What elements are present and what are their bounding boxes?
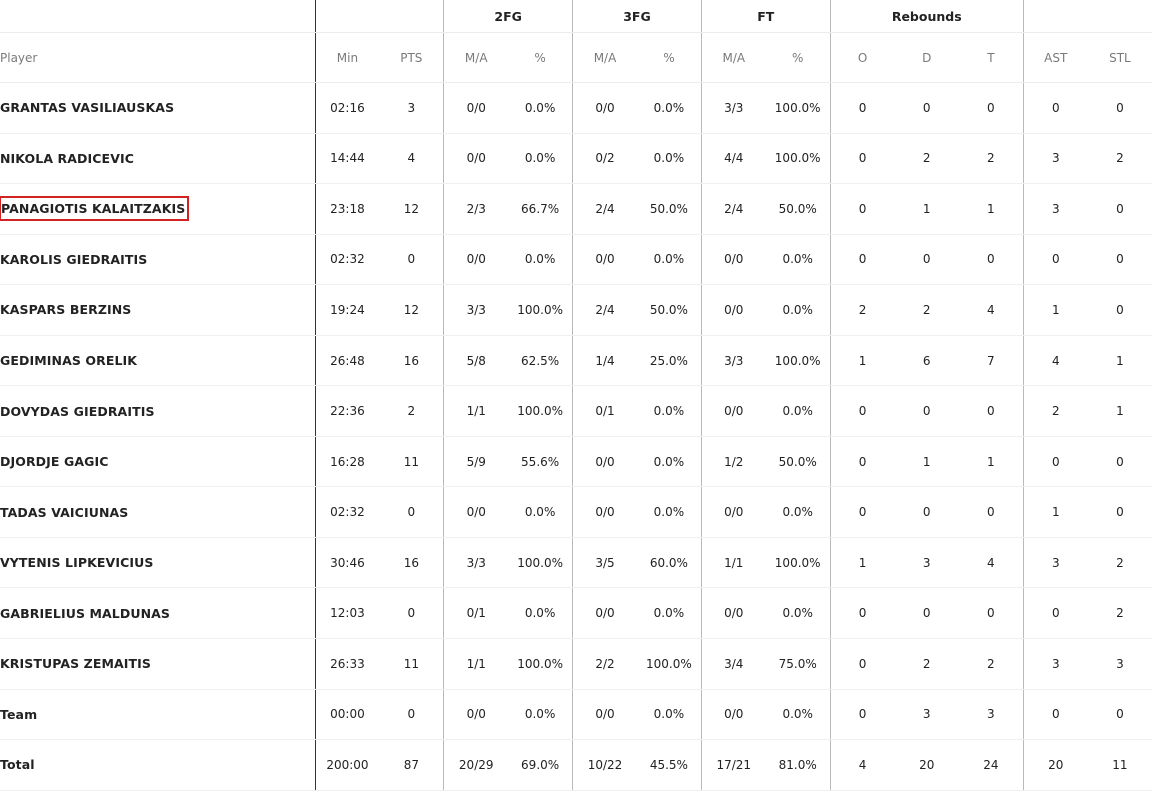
stat-2fg-pct: 0.0% [508,689,572,740]
player-name-cell [0,689,315,740]
stat-reb-d: 0 [895,83,959,134]
stat-3fg-ma: 2/2 [573,639,637,690]
stat-reb-d: 6 [895,335,959,386]
player-name[interactable]: NIKOLA RADICEVIC [0,150,134,166]
stat-reb-o: 0 [830,436,894,487]
stat-ft-ma: 17/21 [701,740,765,791]
stat-reb-d: 0 [895,487,959,538]
stat-reb-d: 0 [895,386,959,437]
player-name-cell [0,436,315,487]
stat-3fg-pct: 0.0% [637,133,701,184]
player-name-cell [0,83,315,134]
player-name-cell [0,537,315,588]
column-header-reb-o[interactable]: O [830,33,894,83]
table-row [0,436,1152,487]
stat-3fg-pct: 100.0% [637,639,701,690]
stat-ast: 0 [1023,689,1087,740]
stat-reb-t: 2 [959,133,1023,184]
stat-reb-o: 0 [830,487,894,538]
stat-ft-ma: 1/2 [701,436,765,487]
stat-pts: 87 [379,740,443,791]
stat-reb-t: 4 [959,285,1023,336]
stat-min: 22:36 [315,386,379,437]
stat-reb-t: 0 [959,83,1023,134]
stat-stl: 1 [1088,335,1152,386]
stat-2fg-pct: 55.6% [508,436,572,487]
stat-stl: 0 [1088,285,1152,336]
stat-pts: 16 [379,537,443,588]
stat-ft-pct: 50.0% [766,184,830,235]
stat-2fg-pct: 0.0% [508,487,572,538]
stat-reb-d: 2 [895,639,959,690]
stat-2fg-ma: 5/9 [444,436,508,487]
stat-2fg-ma: 1/1 [444,386,508,437]
player-name[interactable]: KRISTUPAS ZEMAITIS [0,656,152,672]
stat-reb-t: 0 [959,234,1023,285]
stat-min: 02:32 [315,487,379,538]
group-header-2fg: 2FG [444,0,573,33]
stat-pts: 3 [379,83,443,134]
stat-ast: 3 [1023,133,1087,184]
stat-reb-d: 20 [895,740,959,791]
stat-2fg-ma: 5/8 [444,335,508,386]
stat-ast: 2 [1023,386,1087,437]
group-header-empty-ast-stl [1023,0,1152,33]
player-name-cell [0,386,315,437]
stat-reb-t: 2 [959,639,1023,690]
column-header-reb-t[interactable]: T [959,33,1023,83]
stat-stl: 1 [1088,386,1152,437]
stat-3fg-pct: 50.0% [637,184,701,235]
stat-pts: 16 [379,335,443,386]
stat-2fg-pct: 69.0% [508,740,572,791]
stat-ast: 1 [1023,487,1087,538]
stat-reb-t: 4 [959,537,1023,588]
stat-2fg-pct: 0.0% [508,83,572,134]
stat-2fg-ma: 20/29 [444,740,508,791]
player-name[interactable]: GRANTAS VASILIAUSKAS [0,100,175,116]
stat-ft-ma: 0/0 [701,386,765,437]
stat-3fg-pct: 0.0% [637,689,701,740]
stat-min: 19:24 [315,285,379,336]
stat-3fg-pct: 60.0% [637,537,701,588]
stat-ast: 3 [1023,639,1087,690]
stat-3fg-pct: 0.0% [637,436,701,487]
stat-reb-t: 0 [959,386,1023,437]
stat-2fg-ma: 0/0 [444,689,508,740]
stat-min: 14:44 [315,133,379,184]
stat-reb-d: 3 [895,689,959,740]
stat-stl: 0 [1088,436,1152,487]
stat-3fg-ma: 10/22 [573,740,637,791]
stat-reb-o: 4 [830,740,894,791]
table-row [0,184,1152,235]
stat-reb-t: 24 [959,740,1023,791]
stat-reb-o: 1 [830,335,894,386]
stat-2fg-pct: 100.0% [508,639,572,690]
stat-ft-ma: 0/0 [701,588,765,639]
stat-ast: 1 [1023,285,1087,336]
stat-reb-o: 0 [830,689,894,740]
column-header-2fg-ma[interactable]: M/A [444,33,508,83]
stat-ft-ma: 0/0 [701,689,765,740]
stat-ft-ma: 3/3 [701,83,765,134]
stat-pts: 4 [379,133,443,184]
stat-reb-o: 0 [830,386,894,437]
stat-2fg-pct: 66.7% [508,184,572,235]
stat-ft-ma: 0/0 [701,487,765,538]
stat-pts: 0 [379,487,443,538]
group-header-empty-min-pts [315,0,444,33]
stat-3fg-ma: 0/0 [573,234,637,285]
stat-3fg-ma: 0/0 [573,436,637,487]
player-name[interactable]: TADAS VAICIUNAS [0,504,129,520]
stat-2fg-ma: 3/3 [444,285,508,336]
table-row [0,83,1152,134]
stat-ast: 20 [1023,740,1087,791]
stat-2fg-ma: 0/1 [444,588,508,639]
stat-stl: 11 [1088,740,1152,791]
stat-reb-o: 0 [830,83,894,134]
player-name[interactable]: KAROLIS GIEDRAITIS [0,251,148,267]
column-header-player[interactable]: Player [0,33,315,83]
stat-reb-o: 0 [830,234,894,285]
group-header-3fg: 3FG [573,0,702,33]
stat-ft-pct: 50.0% [766,436,830,487]
stat-ast: 4 [1023,335,1087,386]
player-name[interactable]: KASPARS BERZINS [0,302,132,318]
stat-stl: 0 [1088,689,1152,740]
column-header-ft-ma[interactable]: M/A [701,33,765,83]
stat-pts: 11 [379,436,443,487]
stat-reb-t: 7 [959,335,1023,386]
table-row [0,639,1152,690]
column-header-ft-pct[interactable]: % [766,33,830,83]
player-name[interactable]: Total [0,757,35,773]
stat-2fg-ma: 0/0 [444,234,508,285]
stat-ft-pct: 81.0% [766,740,830,791]
stat-ft-pct: 0.0% [766,285,830,336]
stat-pts: 2 [379,386,443,437]
stat-2fg-ma: 0/0 [444,133,508,184]
stat-stl: 3 [1088,639,1152,690]
stat-2fg-pct: 100.0% [508,386,572,437]
stat-3fg-ma: 2/4 [573,285,637,336]
group-header-rebounds: Rebounds [830,0,1023,33]
stat-3fg-ma: 2/4 [573,184,637,235]
stat-ft-pct: 100.0% [766,537,830,588]
stat-2fg-ma: 0/0 [444,487,508,538]
stat-min: 02:32 [315,234,379,285]
stat-reb-t: 1 [959,436,1023,487]
group-header-ft: FT [701,0,830,33]
stat-pts: 12 [379,184,443,235]
table-row [0,133,1152,184]
stat-reb-d: 0 [895,234,959,285]
stat-stl: 0 [1088,184,1152,235]
column-header-row [0,33,1152,83]
stat-2fg-ma: 1/1 [444,639,508,690]
stat-reb-t: 1 [959,184,1023,235]
stat-3fg-ma: 0/0 [573,588,637,639]
player-name[interactable]: DJORDJE GAGIC [0,454,109,470]
stat-min: 30:46 [315,537,379,588]
column-header-ast[interactable]: AST [1023,33,1087,83]
stat-stl: 2 [1088,133,1152,184]
player-name-cell [0,234,315,285]
stat-min: 12:03 [315,588,379,639]
player-name-cell [0,184,315,235]
stat-3fg-ma: 0/0 [573,83,637,134]
column-header-3fg-pct[interactable]: % [637,33,701,83]
stat-pts: 0 [379,588,443,639]
stat-ft-pct: 75.0% [766,639,830,690]
stat-min: 26:48 [315,335,379,386]
stat-reb-d: 1 [895,436,959,487]
table-row [0,740,1152,791]
stat-reb-o: 1 [830,537,894,588]
stat-2fg-pct: 0.0% [508,133,572,184]
stat-ft-ma: 4/4 [701,133,765,184]
stat-ft-ma: 3/4 [701,639,765,690]
column-header-reb-d[interactable]: D [895,33,959,83]
stat-stl: 0 [1088,83,1152,134]
stat-ft-ma: 3/3 [701,335,765,386]
stat-ft-pct: 100.0% [766,83,830,134]
stat-3fg-ma: 0/0 [573,487,637,538]
stat-reb-o: 2 [830,285,894,336]
stat-min: 00:00 [315,689,379,740]
player-name-cell [0,487,315,538]
stat-ft-ma: 0/0 [701,234,765,285]
player-name[interactable]: VYTENIS LIPKEVICIUS [0,555,154,571]
stat-ft-pct: 0.0% [766,234,830,285]
column-header-pts[interactable]: PTS [379,33,443,83]
column-header-min[interactable]: Min [315,33,379,83]
stat-3fg-pct: 25.0% [637,335,701,386]
stat-pts: 0 [379,689,443,740]
player-name-cell [0,740,315,791]
stat-stl: 2 [1088,537,1152,588]
group-header-row [0,0,1152,33]
stat-ft-pct: 100.0% [766,335,830,386]
table-row [0,335,1152,386]
stat-reb-d: 2 [895,285,959,336]
stat-ft-pct: 0.0% [766,588,830,639]
player-name-cell [0,639,315,690]
stat-stl: 0 [1088,234,1152,285]
stat-3fg-pct: 45.5% [637,740,701,791]
table-row [0,386,1152,437]
player-name-cell [0,133,315,184]
stat-reb-t: 3 [959,689,1023,740]
player-name[interactable]: Team [0,706,38,722]
stat-3fg-ma: 0/1 [573,386,637,437]
stat-ast: 3 [1023,184,1087,235]
stat-reb-o: 0 [830,588,894,639]
stat-2fg-pct: 100.0% [508,285,572,336]
stat-2fg-ma: 0/0 [444,83,508,134]
players-table-body [0,83,1152,791]
column-header-3fg-ma[interactable]: M/A [573,33,637,83]
stat-reb-d: 2 [895,133,959,184]
stat-stl: 0 [1088,487,1152,538]
player-name-cell [0,588,315,639]
stat-min: 200:00 [315,740,379,791]
stat-ast: 0 [1023,83,1087,134]
stat-ft-ma: 1/1 [701,537,765,588]
stat-reb-o: 0 [830,639,894,690]
stat-3fg-ma: 3/5 [573,537,637,588]
stat-reb-d: 1 [895,184,959,235]
stat-ft-ma: 2/4 [701,184,765,235]
stat-pts: 0 [379,234,443,285]
stat-ft-pct: 0.0% [766,386,830,437]
column-header-stl[interactable]: STL [1088,33,1152,83]
table-row [0,689,1152,740]
stat-2fg-pct: 0.0% [508,234,572,285]
stat-min: 23:18 [315,184,379,235]
stat-reb-d: 3 [895,537,959,588]
stat-ft-pct: 0.0% [766,487,830,538]
stat-ast: 0 [1023,588,1087,639]
stat-min: 26:33 [315,639,379,690]
stat-2fg-pct: 100.0% [508,537,572,588]
player-name[interactable]: DOVYDAS GIEDRAITIS [0,403,155,419]
player-name[interactable]: GEDIMINAS ORELIK [0,353,138,368]
stat-min: 16:28 [315,436,379,487]
player-name-cell [0,335,315,386]
group-header-empty [0,0,315,33]
stat-reb-t: 0 [959,487,1023,538]
stat-ft-pct: 100.0% [766,133,830,184]
stat-ft-ma: 0/0 [701,285,765,336]
stat-pts: 11 [379,639,443,690]
stat-3fg-pct: 0.0% [637,234,701,285]
stat-reb-o: 0 [830,133,894,184]
stat-3fg-pct: 0.0% [637,83,701,134]
stat-reb-d: 0 [895,588,959,639]
table-row [0,487,1152,538]
stat-3fg-ma: 0/0 [573,689,637,740]
stat-3fg-pct: 50.0% [637,285,701,336]
table-row [0,537,1152,588]
table-row [0,588,1152,639]
stat-ast: 3 [1023,537,1087,588]
selected-player-name[interactable]: PANAGIOTIS KALAITZAKIS [0,196,189,221]
table-row [0,234,1152,285]
stat-min: 02:16 [315,83,379,134]
stat-stl: 2 [1088,588,1152,639]
stat-3fg-ma: 0/2 [573,133,637,184]
stat-reb-o: 0 [830,184,894,235]
stat-ast: 0 [1023,234,1087,285]
player-name[interactable]: GABRIELIUS MALDUNAS [0,605,171,621]
stat-pts: 12 [379,285,443,336]
stat-reb-t: 0 [959,588,1023,639]
stat-2fg-pct: 62.5% [508,335,572,386]
stat-2fg-pct: 0.0% [508,588,572,639]
stat-3fg-ma: 1/4 [573,335,637,386]
table-row [0,285,1152,336]
stat-2fg-ma: 3/3 [444,537,508,588]
player-name-cell [0,285,315,336]
stat-ft-pct: 0.0% [766,689,830,740]
stat-3fg-pct: 0.0% [637,487,701,538]
stat-3fg-pct: 0.0% [637,588,701,639]
stat-ast: 0 [1023,436,1087,487]
column-header-2fg-pct[interactable]: % [508,33,572,83]
stat-3fg-pct: 0.0% [637,386,701,437]
stat-2fg-ma: 2/3 [444,184,508,235]
